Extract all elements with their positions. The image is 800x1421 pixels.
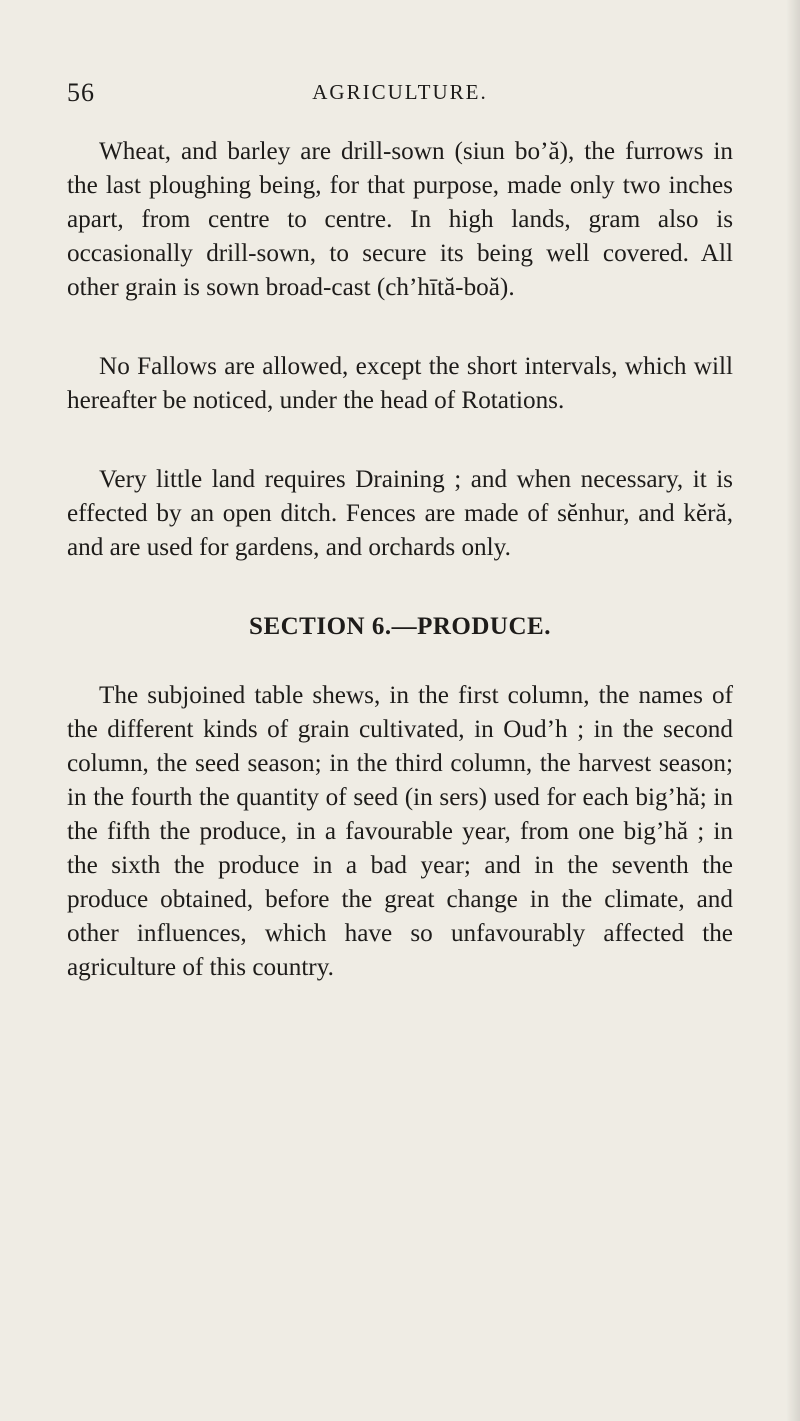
section-heading: SECTION 6.—PRODUCE.	[249, 613, 551, 640]
paragraph-produce-table-intro: The subjoined table shews, in the first column, the names of the different kinds of grain cultivated, in Oud’h ; in the second column, the seed season; in the third column, the harvest season; in the fourth the quantity of seed (in sers) used for each big’hă; in the fifth the produce, in a favourable year, from one big’hă ; in the sixth the produce in a bad year; and in the seventh the produce obtained, before the great change in the climate, and other influences, which have so unfavourably affected the agriculture of this country.	[67, 682, 733, 981]
paragraph-fallows: No Fallows are allowed, except the short intervals, which will hereafter be noticed, under the head of Rotations.	[67, 353, 733, 414]
paragraph-drill-sowing: Wheat, and barley are drill-sown (siun bo’ă), the furrows in the last ploughing being, for that purpose, made only two inches apart, from centre to centre. In high lands, gram also is occasionally drill-sown, to secure its being well covered. All other grain is sown broad-cast (ch’hītă-boă).	[67, 138, 733, 301]
running-head: AGRICULTURE.	[312, 80, 488, 104]
body-text	[67, 135, 733, 985]
page-header	[67, 78, 733, 114]
page-edge-shadow	[786, 0, 800, 1421]
page-number: 56	[67, 78, 95, 107]
paragraph-draining: Very little land requires Draining ; and when necessary, it is effected by an open ditch. Fences are made of sĕnhur, and kĕră, and are used for gardens, and orchards only.	[67, 466, 733, 561]
